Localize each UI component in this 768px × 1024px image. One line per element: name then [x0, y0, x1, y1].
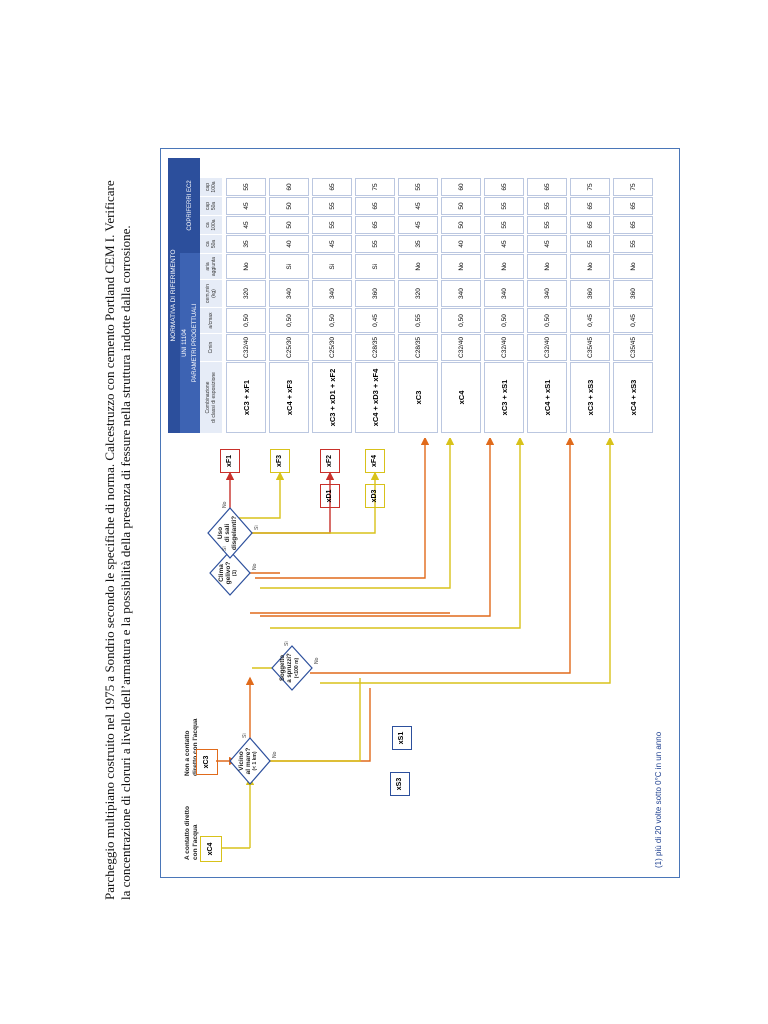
row-combination: xC3 + xD1 + xF2 — [312, 362, 352, 433]
row-combination: xC4 + xF3 — [269, 362, 309, 433]
row-cell-ac: 0,50 — [269, 308, 309, 333]
col-header-ac: a/cmax — [200, 307, 222, 333]
row-cell-cmin: C32/40 — [441, 334, 481, 361]
label-frost-no: No — [252, 563, 258, 570]
figure — [160, 148, 680, 878]
label-sea-no: No — [272, 751, 278, 758]
row-cell-c3: 45 — [226, 197, 266, 215]
row-cell-c4: 60 — [441, 178, 481, 196]
row-cell-c3: 50 — [269, 197, 309, 215]
class-box-xc4: xC4 — [200, 836, 222, 862]
row-cell-c2: 65 — [613, 216, 653, 234]
row-cell-c3: 55 — [527, 197, 567, 215]
header-covers: COPRIFERRI EC2 — [180, 158, 200, 253]
row-cell-c2: 50 — [269, 216, 309, 234]
decision-sea-text: Vicino al mare? (< 1 km) — [238, 747, 258, 775]
row-cell-cem: 360 — [570, 280, 610, 307]
heading-line-2: la concentrazione di cloruri a livello dell’armatura e la possibilità della presenza di fessure nella struttura indotte dalla corrosione. — [118, 225, 133, 900]
row-cell-cmin: C28/35 — [398, 334, 438, 361]
arrow-sea-no-y — [265, 678, 360, 761]
row-cell-ac: 0,50 — [312, 308, 352, 333]
row-cell-cem: 340 — [441, 280, 481, 307]
col-header-c1: ca 50a — [200, 234, 222, 253]
row-cell-cem: 320 — [226, 280, 266, 307]
reference-table — [168, 158, 638, 433]
class-box-xc3: xC3 — [196, 749, 218, 775]
label-sea-yes: Sì — [242, 733, 248, 738]
header-uni: UNI 11104 — [180, 253, 190, 433]
col-header-cmin: Cmin — [200, 333, 222, 361]
col-header-c4: cap 100a — [200, 177, 222, 196]
row-cell-c3: 50 — [441, 197, 481, 215]
col-header-cem: cem,min (kg) — [200, 279, 222, 307]
row-cell-cem: 360 — [613, 280, 653, 307]
header-params: PARAMETRI PROGETTUALI — [190, 253, 200, 433]
row-cell-c4: 55 — [226, 178, 266, 196]
row-cell-ac: 0,50 — [226, 308, 266, 333]
row-cell-ac: 0,55 — [398, 308, 438, 333]
row-cell-air: Sì — [269, 254, 309, 279]
row-cell-ac: 0,45 — [570, 308, 610, 333]
label-salts-no: No — [222, 501, 228, 508]
row-cell-air: Sì — [355, 254, 395, 279]
row-cell-air: Sì — [312, 254, 352, 279]
row-cell-c1: 55 — [355, 235, 395, 253]
row-cell-c2: 55 — [484, 216, 524, 234]
footnote: (1) più di 20 volte sotto 0°C in un anno — [654, 731, 663, 868]
row-combination: xC3 + xS1 — [484, 362, 524, 433]
row-cell-ac: 0,50 — [484, 308, 524, 333]
row-combination: xC4 — [441, 362, 481, 433]
row-cell-c1: 40 — [441, 235, 481, 253]
row-cell-air: No — [226, 254, 266, 279]
page-heading — [102, 140, 142, 900]
row-cell-cem: 340 — [484, 280, 524, 307]
class-box-xs3: xS3 — [390, 772, 410, 796]
arrow-salts-yes-y — [248, 473, 375, 533]
class-box-xf4: xF4 — [365, 449, 385, 473]
row-cell-c4: 65 — [484, 178, 524, 196]
class-box-xd1: xD1 — [320, 484, 340, 508]
row-cell-air: No — [613, 254, 653, 279]
row-cell-cmin: C28/35 — [355, 334, 395, 361]
row-cell-air: No — [441, 254, 481, 279]
row-cell-cem: 340 — [312, 280, 352, 307]
arrow-sea-no — [265, 688, 370, 761]
label-frost-yes: Sì — [222, 546, 228, 551]
row-cell-cem: 340 — [527, 280, 567, 307]
row-cell-cmin: C25/30 — [312, 334, 352, 361]
row-cell-cmin: C32/40 — [484, 334, 524, 361]
row-cell-c2: 65 — [355, 216, 395, 234]
row-cell-c1: 55 — [570, 235, 610, 253]
row-cell-c2: 45 — [226, 216, 266, 234]
decision-spray-text: Soggetto a spruzzi? (<100 m) — [280, 653, 300, 683]
row-combination: xC4 + xD3 + xF4 — [355, 362, 395, 433]
row-cell-c1: 35 — [398, 235, 438, 253]
arrow-salts-yes — [248, 473, 330, 533]
row-cell-c3: 65 — [355, 197, 395, 215]
row-cell-cem: 340 — [269, 280, 309, 307]
row-cell-cem: 360 — [355, 280, 395, 307]
class-box-xf3: xF3 — [270, 449, 290, 473]
row-cell-c2: 65 — [570, 216, 610, 234]
row-cell-cem: 320 — [398, 280, 438, 307]
flowchart — [160, 438, 678, 878]
label-salts-yes: Sì — [254, 525, 260, 530]
row-cell-ac: 0,50 — [527, 308, 567, 333]
row-combination: xC4 + xS1 — [527, 362, 567, 433]
header-normativa: NORMATIVA DI RIFERIMENTO — [168, 158, 180, 433]
row-cell-c4: 65 — [527, 178, 567, 196]
row-cell-c4: 75 — [355, 178, 395, 196]
row-cell-c4: 75 — [570, 178, 610, 196]
row-combination: xC3 + xF1 — [226, 362, 266, 433]
row-cell-cmin: C25/30 — [269, 334, 309, 361]
row-cell-c3: 45 — [398, 197, 438, 215]
row-combination: xC3 — [398, 362, 438, 433]
row-cell-ac: 0,50 — [441, 308, 481, 333]
heading-line-1: Parcheggio multipiano costruito nel 1975 a Sondrio secondo le specifiche di norma. Calcestruzzo con cemento Portland CEM I. Verificare — [102, 180, 117, 900]
row-cell-c1: 55 — [613, 235, 653, 253]
arrow-to-xc3-xs3 — [310, 438, 570, 673]
class-box-xd3: xD3 — [365, 484, 385, 508]
row-cell-ac: 0,45 — [355, 308, 395, 333]
row-cell-cmin: C32/40 — [527, 334, 567, 361]
arrow-salts-no-y — [230, 473, 280, 518]
row-cell-c3: 65 — [613, 197, 653, 215]
decision-frost-text: Clima gelivo? (1) — [218, 561, 238, 585]
row-cell-c3: 65 — [570, 197, 610, 215]
class-box-xf2: xF2 — [320, 449, 340, 473]
label-spray-yes: Sì — [284, 641, 290, 646]
col-header-air: aria aggiunta — [200, 253, 222, 279]
class-box-xs1: xS1 — [392, 726, 412, 750]
row-cell-cmin: C35/45 — [570, 334, 610, 361]
row-cell-c1: 45 — [312, 235, 352, 253]
row-cell-c2: 50 — [441, 216, 481, 234]
col-header-combo: Combinazione di classi di esposizione — [200, 361, 222, 433]
row-cell-cmin: C32/40 — [226, 334, 266, 361]
row-cell-ac: 0,45 — [613, 308, 653, 333]
label-no-contact: Non a contatto diretto con l'acqua — [184, 718, 199, 776]
row-cell-c3: 55 — [312, 197, 352, 215]
row-cell-c2: 55 — [312, 216, 352, 234]
row-combination: xC3 + xS3 — [570, 362, 610, 433]
row-cell-c1: 45 — [484, 235, 524, 253]
row-cell-c4: 75 — [613, 178, 653, 196]
row-cell-air: No — [484, 254, 524, 279]
row-cell-air: No — [398, 254, 438, 279]
row-cell-c1: 40 — [269, 235, 309, 253]
decision-salts-text: Uso di sali disgelanti? — [217, 515, 238, 551]
row-cell-air: No — [527, 254, 567, 279]
row-cell-c4: 55 — [398, 178, 438, 196]
row-cell-air: No — [570, 254, 610, 279]
label-direct-contact: A contatto diretto con l'acqua — [184, 806, 199, 860]
row-cell-c2: 55 — [527, 216, 567, 234]
row-combination: xC4 + xS3 — [613, 362, 653, 433]
row-cell-c4: 60 — [269, 178, 309, 196]
row-cell-cmin: C35/45 — [613, 334, 653, 361]
row-cell-c4: 65 — [312, 178, 352, 196]
row-cell-c1: 35 — [226, 235, 266, 253]
row-cell-c1: 45 — [527, 235, 567, 253]
col-header-c2: ca 100a — [200, 215, 222, 234]
col-header-c3: cap 50a — [200, 196, 222, 215]
label-spray-no: No — [314, 657, 320, 664]
class-box-xf1: xF1 — [220, 449, 240, 473]
row-cell-c3: 55 — [484, 197, 524, 215]
row-cell-c2: 45 — [398, 216, 438, 234]
arrow-to-xc4-xs3 — [320, 438, 610, 683]
